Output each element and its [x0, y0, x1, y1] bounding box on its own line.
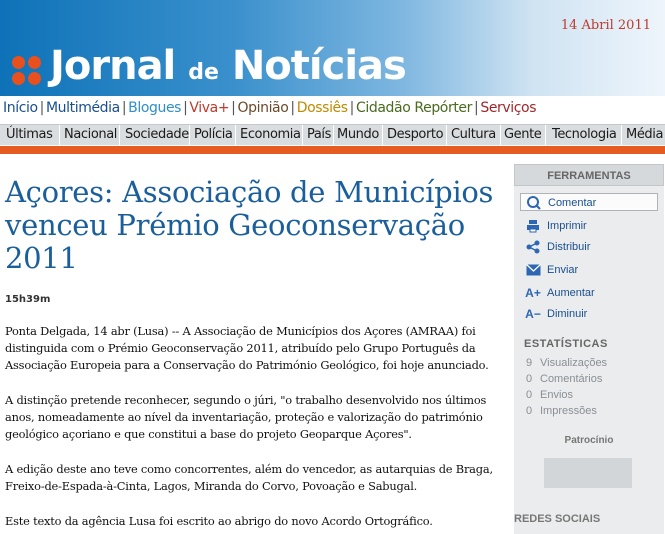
- stat-views-label: Visualizações: [540, 357, 608, 369]
- category-media[interactable]: Média: [626, 127, 664, 142]
- nav-separator: |: [183, 100, 188, 116]
- nav-separator: |: [231, 100, 236, 116]
- category-divider: [59, 125, 60, 145]
- sponsor-ad[interactable]: [544, 458, 632, 488]
- logo-de: de: [188, 60, 219, 85]
- category-cultura[interactable]: Cultura: [451, 127, 496, 142]
- decrease-font-label: Diminuir: [547, 308, 588, 320]
- category-divider: [621, 125, 622, 145]
- category-divider: [545, 125, 546, 145]
- social-title: REDES SOCIAIS: [514, 513, 601, 525]
- print-label: Imprimir: [547, 220, 587, 232]
- logo-main: Jornal: [50, 43, 176, 89]
- article-time: 15h39m: [5, 294, 51, 305]
- font-decrease-icon: A−: [525, 307, 541, 321]
- top-nav-item-multimedia[interactable]: Multimédia: [45, 100, 120, 116]
- category-nav: [0, 124, 665, 145]
- category-divider: [500, 125, 501, 145]
- stat-prints-label: Impressões: [540, 405, 597, 417]
- stat-prints: [526, 405, 597, 417]
- category-nacional[interactable]: Nacional: [64, 127, 118, 142]
- category-divider: [302, 125, 303, 145]
- stat-sends-label: Envios: [540, 389, 574, 401]
- comment-icon: [526, 194, 542, 212]
- decrease-font-button[interactable]: [520, 305, 658, 323]
- top-nav-item-servicos[interactable]: Serviços: [480, 100, 537, 116]
- font-increase-icon: A+: [525, 286, 541, 300]
- top-nav: [3, 100, 536, 118]
- category-divider: [333, 125, 334, 145]
- stat-comments-label: Comentários: [540, 373, 603, 385]
- print-icon: [525, 217, 541, 235]
- stat-sends: [526, 389, 573, 401]
- comment-label: Comentar: [548, 197, 597, 209]
- category-gente[interactable]: Gente: [504, 127, 542, 142]
- nav-separator: |: [290, 100, 295, 116]
- article-paragraph: A edição deste ano teve como concorrentes, além do vencedor, as autarquias de Braga, Freixo-de-Espada-à-Cinta, Lagos, Miranda do Corvo, Povoação e Sabugal.: [5, 462, 493, 493]
- top-nav-item-dossies[interactable]: Dossiês: [296, 100, 348, 116]
- article-paragraph: Ponta Delgada, 14 abr (Lusa) -- A Associação de Municípios dos Açores (AMRAA) foi distinguida com o Prémio Geoconservação 2011, atribuído pelo Grupo Português da Associação Europeia para a Conservação do Património Geológico, foi hoje anunciado.: [5, 324, 489, 372]
- category-mundo[interactable]: Mundo: [337, 127, 379, 142]
- share-button[interactable]: [520, 238, 658, 256]
- sidebar: [514, 164, 664, 534]
- send-label: Enviar: [547, 264, 579, 276]
- category-divider: [235, 125, 236, 145]
- increase-font-label: Aumentar: [547, 287, 595, 299]
- share-label: Distribuir: [547, 241, 591, 253]
- sponsor-label: Patrocínio: [564, 435, 614, 446]
- stat-comments-value: 0: [526, 373, 533, 385]
- comment-button[interactable]: [520, 193, 658, 211]
- nav-separator: |: [474, 100, 479, 116]
- stat-prints-value: 0: [526, 405, 533, 417]
- category-ultimas[interactable]: Últimas: [6, 127, 53, 142]
- top-nav-item-viva[interactable]: Viva+: [189, 100, 230, 116]
- category-sociedade[interactable]: Sociedade: [125, 127, 189, 142]
- category-pais[interactable]: País: [307, 127, 332, 142]
- article-headline: Açores: Associação de Municípios venceu Prémio Geoconservação 2011: [5, 175, 494, 275]
- stat-comments: [526, 373, 602, 385]
- nav-separator: |: [39, 100, 44, 116]
- send-button[interactable]: [520, 261, 658, 279]
- article-paragraph: Este texto da agência Lusa foi escrito ao abrigo do novo Acordo Ortográfico.: [5, 514, 433, 528]
- category-divider: [446, 125, 447, 145]
- top-nav-item-blogues[interactable]: Blogues: [128, 100, 182, 116]
- tools-title: FERRAMENTAS: [514, 164, 664, 186]
- logo-end: Notícias: [231, 43, 406, 89]
- site-logo[interactable]: [50, 44, 406, 95]
- top-nav-item-inicio[interactable]: Início: [3, 100, 38, 116]
- header-date: 14 Abril 2011: [560, 18, 651, 33]
- stat-views-value: 9: [526, 357, 533, 369]
- nav-separator: |: [349, 100, 354, 116]
- category-tecnologia[interactable]: Tecnologia: [552, 127, 617, 142]
- logo-dots-icon[interactable]: [12, 56, 44, 88]
- category-policia[interactable]: Polícia: [194, 127, 233, 142]
- top-nav-item-opiniao[interactable]: Opinião: [237, 100, 289, 116]
- share-icon: [525, 238, 541, 256]
- category-divider: [119, 125, 120, 145]
- category-divider: [382, 125, 383, 145]
- article-paragraph: A distinção pretende reconhecer, segundo o júri, "o trabalho desenvolvido nos últimos anos, nomeadamente ao nível da inventariação, proteção e valorização do património geológico açoriano e que constitui a base do projeto Geoparque Açores".: [5, 393, 487, 441]
- envelope-icon: [525, 261, 541, 279]
- category-economia[interactable]: Economia: [240, 127, 301, 142]
- nav-accent-bar: [0, 146, 665, 154]
- stats-title: ESTATÍSTICAS: [524, 338, 608, 350]
- top-nav-item-cidadao-reporter[interactable]: Cidadão Repórter: [356, 100, 472, 116]
- print-button[interactable]: [520, 217, 658, 235]
- stat-views: [526, 357, 607, 369]
- category-desporto[interactable]: Desporto: [387, 127, 444, 142]
- masthead: [0, 0, 665, 96]
- nav-separator: |: [121, 100, 127, 116]
- category-divider: [189, 125, 190, 145]
- stat-sends-value: 0: [526, 389, 533, 401]
- increase-font-button[interactable]: [520, 284, 658, 302]
